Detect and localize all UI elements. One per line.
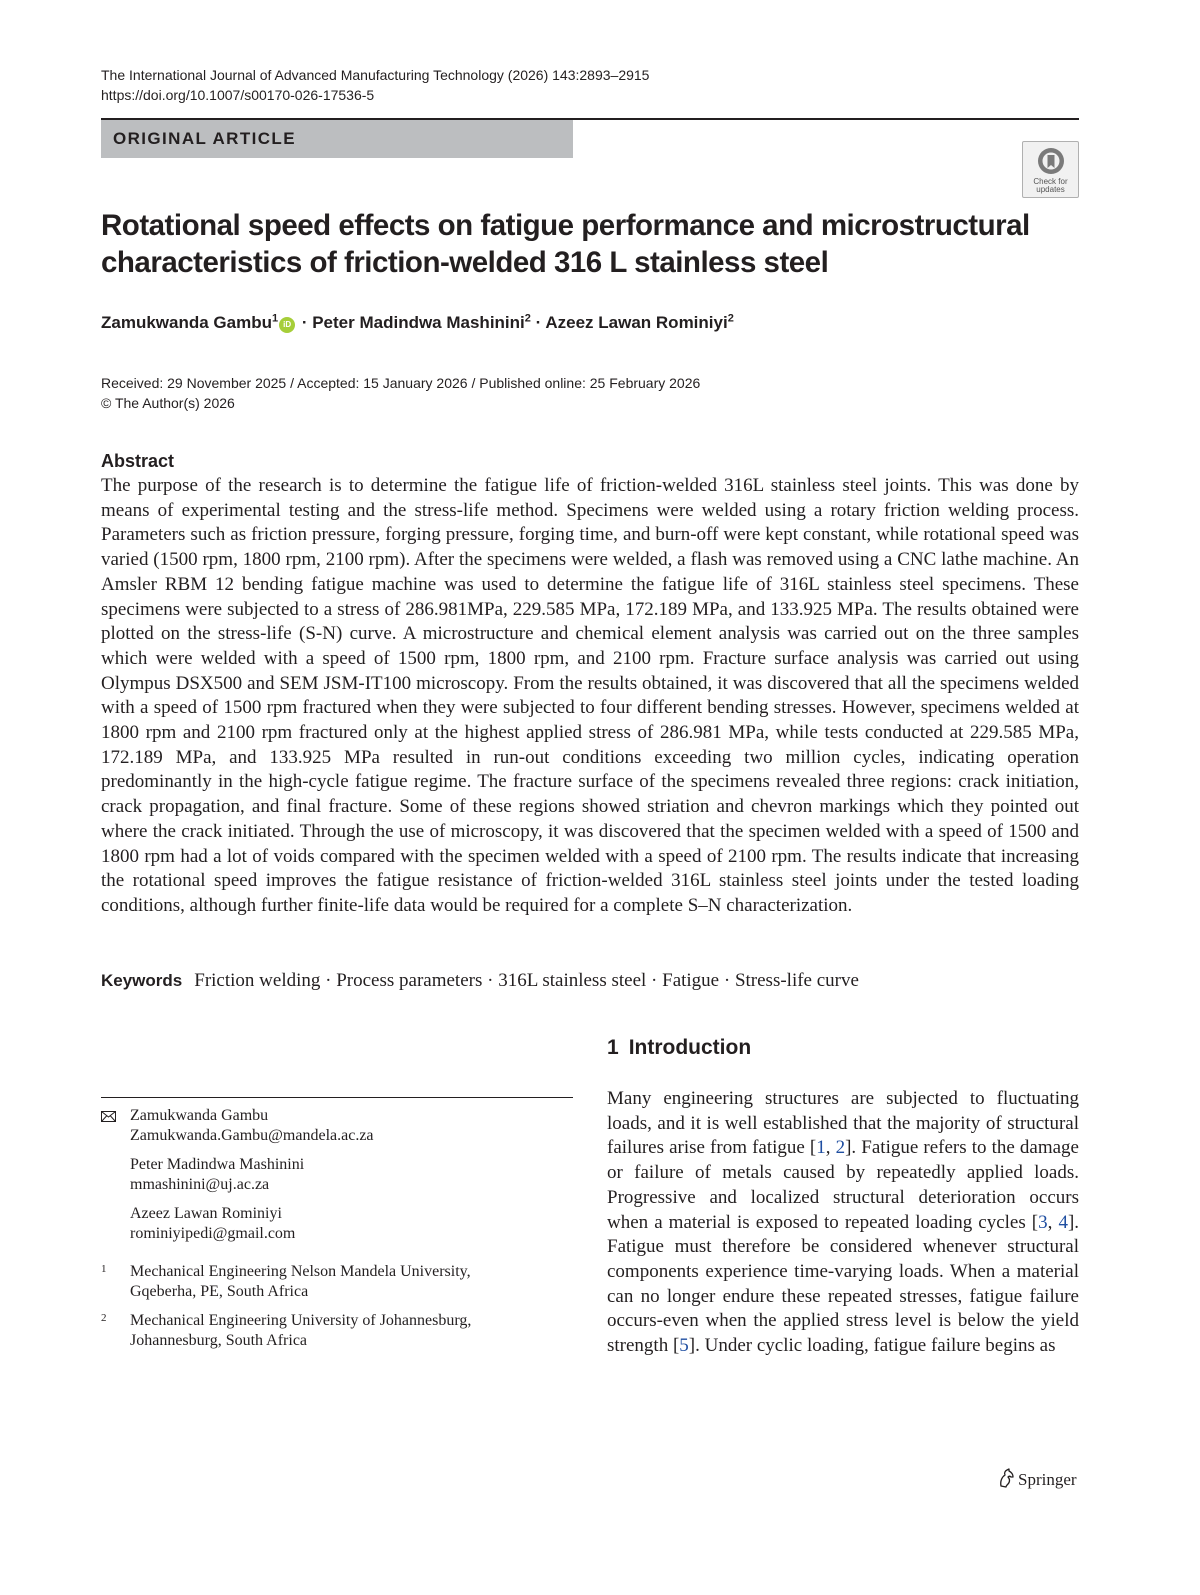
section-number: 1: [607, 1036, 619, 1059]
journal-header: [101, 65, 649, 105]
contact-email[interactable]: rominiyipedi@gmail.com: [130, 1225, 296, 1242]
bookmark-badge-icon: [1036, 146, 1066, 176]
author-contact: [101, 1155, 573, 1195]
abstract-text: The purpose of the research is to determine the fatigue life of friction-welded 316L stainless steel joints. This was done by means of experimental testing and the stress-life method. Specimens were welded using a rotary friction welding process. Parameters such as friction pressure, forging pressure, forging time, and burn-off were kept constant, while rotational speed was varied (1500 rpm, 1800 rpm, 2100 rpm). After the specimens were welded, a flash was removed using a CNC lathe machine. An Amsler RBM 12 bending fatigue machine was used to determine the fatigue life of 316L stainless steel specimens. These specimens were subjected to a stress of 286.981MPa, 229.585 MPa, 172.189 MPa, and 133.925 MPa. The results obtained were plotted on the stress-life (S-N) curve. A microstructure and chemical element analysis was carried out on the three samples which were welded with a speed of 1500 rpm, 1800 rpm, and 2100 rpm. Fracture surface analysis was carried out using Olympus DSX500 and SEM JSM-IT100 microscopy. From the results obtained, it was discovered that all the specimens welded with a speed of 1500 rpm fractured when they were subjected to four different bending stresses. However, specimens welded at 1800 rpm and 2100 rpm fractured only at the highest applied stress of 286.981 MPa, while tests conducted at 229.585 MPa, 172.189 MPa, and 133.925 MPa resulted in run-out conditions exceeding two million cycles, indicating operation predominantly in the high-cycle fatigue regime. The fracture surface of the specimens revealed three regions: crack initiation, crack propagation, and final fracture. Some of these regions showed striation and chevron markings which they pointed out where the crack initiated. Through the use of microscopy, it was discovered that the specimen welded with a speed of 1500 and 1800 rpm had a lot of voids compared with the specimen welded with a speed of 2100 rpm. The results indicate that increasing the rotational speed improves the fatigue resistance of friction-welded 316L stainless steel joints under the tested loading conditions, although further finite-life data would be required for a complete S–N characterization.: [101, 475, 1079, 916]
publisher-logo: [997, 1468, 1077, 1491]
citation-link[interactable]: 1: [816, 1137, 826, 1159]
author-affiliation-marker: 1: [271, 312, 279, 325]
citation-link[interactable]: 4: [1058, 1211, 1068, 1233]
affiliation-line: Mechanical Engineering University of Johannesburg,: [130, 1312, 472, 1329]
check-for-updates-button[interactable]: [1022, 141, 1079, 198]
text-run: ]. Fatigue must therefore be considered whenever structural components experience time-varying loads. When a material can no longer endure these repeated stresses, fatigue failure occurs-even when the applied stress level is below the yield strength [: [607, 1211, 1080, 1357]
text-run: ,: [1047, 1211, 1059, 1233]
keyword-separator: ·: [320, 970, 337, 991]
introduction-text: [607, 1087, 1079, 1359]
journal-citation: The International Journal of Advanced Manufacturing Technology (2026) 143:2893–2915: [101, 67, 650, 83]
author-footnotes: [101, 1106, 573, 1351]
affiliation-line: Gqeberha, PE, South Africa: [130, 1283, 309, 1300]
check-for-updates-label: Check for updates: [1033, 177, 1068, 194]
footnote-rule: [101, 1097, 573, 1098]
text-run: ]. Fatigue refers to the damage or failure of metals caused by repeatedly applied loads. Progressive and localized structural deterioration occurs when a material is exposed to repeated loading cycles [: [607, 1137, 1079, 1233]
text-run: ]. Under cyclic loading, fatigue failure begins as: [688, 1335, 1056, 1357]
author-separator: ·: [530, 313, 546, 332]
keyword-separator: ·: [646, 970, 663, 991]
author-affiliation-marker: 2: [524, 312, 531, 325]
author-contact: [101, 1204, 573, 1244]
contact-name: Azeez Lawan Rominiyi: [130, 1205, 282, 1222]
keyword-separator: ·: [719, 970, 735, 991]
author-name[interactable]: Zamukwanda Gambu: [101, 313, 272, 332]
keyword: 316L stainless steel: [498, 970, 647, 991]
affiliation-number: 2: [101, 1312, 107, 1324]
publication-dates: [101, 373, 700, 413]
affiliation-line: Johannesburg, South Africa: [130, 1332, 308, 1349]
doi-link[interactable]: https://doi.org/10.1007/s00170-026-17536-5: [101, 87, 375, 103]
affiliation-line: Mechanical Engineering Nelson Mandela University,: [130, 1263, 471, 1280]
author-affiliation-marker: 2: [727, 312, 734, 325]
citation-link[interactable]: 2: [835, 1137, 846, 1159]
keywords-label: Keywords: [101, 971, 183, 990]
author-list: [101, 311, 734, 335]
section-heading-introduction: [607, 1035, 751, 1061]
keyword: Fatigue: [662, 970, 720, 991]
copyright-line: © The Author(s) 2026: [101, 395, 235, 411]
contact-email[interactable]: Zamukwanda.Gambu@mandela.ac.za: [130, 1127, 374, 1144]
keyword: Stress-life curve: [734, 970, 859, 991]
contact-email[interactable]: mmashinini@uj.ac.za: [130, 1176, 270, 1193]
keywords-row: [101, 968, 1079, 995]
text-run: Many engineering structures are subjected to fluctuating loads, and it is well established that the majority of structural failures arise from fatigue [: [607, 1088, 1079, 1159]
section-title: Introduction: [628, 1036, 752, 1059]
text-run: ,: [825, 1137, 836, 1159]
corresponding-author: [101, 1106, 573, 1146]
author-separator: ·: [297, 313, 313, 332]
article-type-band: ORIGINAL ARTICLE: [101, 120, 573, 158]
article-title: Rotational speed effects on fatigue performance and microstructural characteristics of friction-welded 316 L stainless steel: [101, 209, 1030, 279]
author-name[interactable]: Azeez Lawan Rominiyi: [545, 313, 728, 332]
citation-link[interactable]: 5: [679, 1335, 689, 1357]
publisher-name: Springer: [1018, 1470, 1077, 1489]
keyword-separator: ·: [482, 970, 499, 991]
keyword: Friction welding: [194, 970, 321, 991]
contact-name: Peter Madindwa Mashinini: [130, 1156, 305, 1173]
keyword: Process parameters: [336, 970, 483, 991]
envelope-icon: [101, 1111, 116, 1122]
keywords-list: [194, 970, 859, 991]
orcid-icon[interactable]: iD: [279, 317, 295, 333]
received-accepted-published: Received: 29 November 2025 / Accepted: 15 January 2026 / Published online: 25 February 2026: [101, 375, 701, 391]
contact-name: Zamukwanda Gambu: [130, 1107, 269, 1124]
affiliation: [101, 1311, 573, 1351]
affiliation: [101, 1262, 573, 1302]
author-name[interactable]: Peter Madindwa Mashinini: [312, 313, 525, 332]
springer-horse-icon: [997, 1468, 1015, 1488]
citation-link[interactable]: 3: [1038, 1211, 1048, 1233]
abstract-heading: Abstract: [101, 451, 175, 471]
affiliation-number: 1: [101, 1263, 107, 1275]
